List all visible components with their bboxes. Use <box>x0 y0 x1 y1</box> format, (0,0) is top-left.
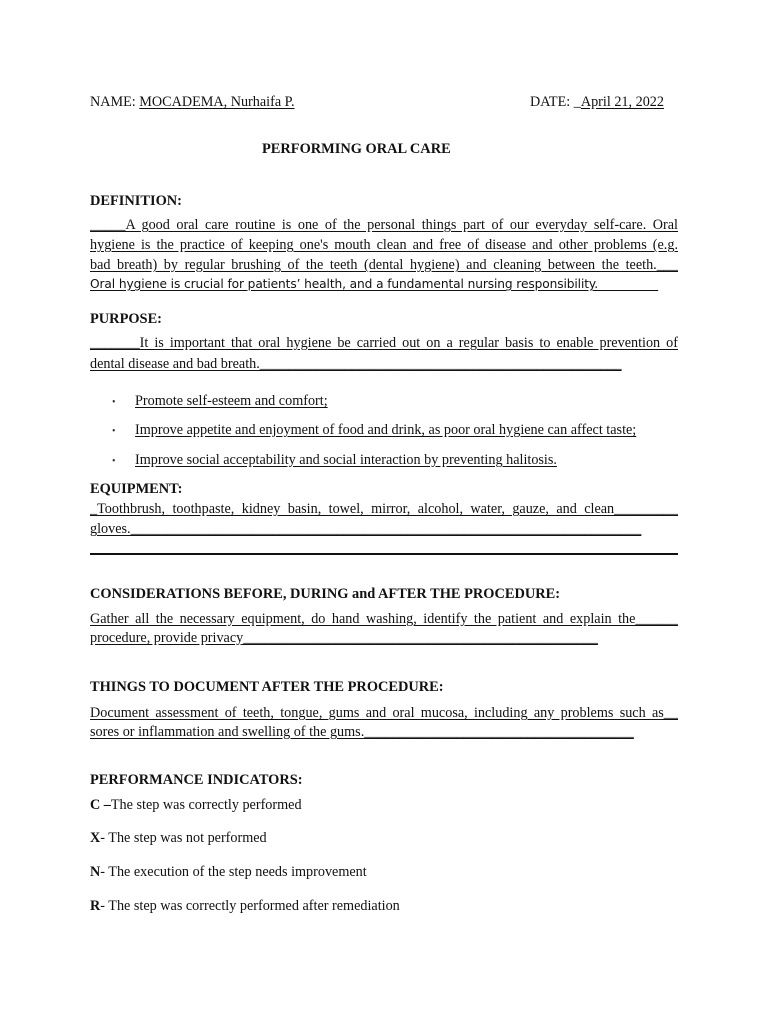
purpose-heading: PURPOSE: <box>90 311 162 327</box>
indicator-c <box>90 797 302 814</box>
indicator-code: N <box>90 864 101 880</box>
name-row <box>90 94 295 111</box>
indicator-r <box>90 898 400 915</box>
equipment-line-1: _Toothbrush, toothpaste, kidney basin, towel, mirror, alcohol, water, gauze, and clean_________ <box>90 501 678 517</box>
document-heading: THINGS TO DOCUMENT AFTER THE PROCEDURE: <box>90 679 444 695</box>
purpose-line-1: _______It is important that oral hygiene be carried out on a regular basis to enable prevention of <box>90 335 678 351</box>
bullet-dot: • <box>112 426 116 437</box>
indicator-separator: – <box>100 797 111 813</box>
name-value: MOCADEMA, Nurhaifa P. <box>139 94 295 110</box>
blank-answer-line <box>90 553 678 555</box>
indicator-separator: - <box>100 864 105 880</box>
indicator-x <box>90 830 267 847</box>
indicator-separator: - <box>100 898 105 914</box>
document-line-1: Document assessment of teeth, tongue, gums and oral mucosa, including any problems such as__ <box>90 705 678 721</box>
equipment-line-2: gloves.________________________________________________________________________ <box>90 521 642 537</box>
definition-line-1: _____A good oral care routine is one of the personal things part of our everyday self-care. Oral <box>90 217 678 233</box>
document-line-2: sores or inflammation and swelling of the gums.______________________________________ <box>90 724 634 740</box>
indicator-text: The step was correctly performed <box>110 797 302 813</box>
definition-line-3: bad breath) by regular brushing of the teeth (dental hygiene) and cleaning between the teeth.___ <box>90 257 678 273</box>
definition-line-4: Oral hygiene is crucial for patients’ health, and a fundamental nursing responsibility.__________ <box>90 277 658 291</box>
considerations-line-1: Gather all the necessary equipment, do hand washing, identify the patient and explain the______ <box>90 611 678 627</box>
date-row <box>530 94 664 111</box>
indicator-n <box>90 864 367 881</box>
name-label: NAME: <box>90 94 136 110</box>
indicators-heading: PERFORMANCE INDICATORS: <box>90 772 303 788</box>
purpose-bullet-3: Improve social acceptability and social interaction by preventing halitosis. <box>135 452 557 468</box>
date-prefix: _ <box>573 94 581 110</box>
page-title: PERFORMING ORAL CARE <box>262 141 451 157</box>
date-value: April 21, 2022 <box>580 94 664 110</box>
considerations-heading: CONSIDERATIONS BEFORE, DURING and AFTER THE PROCEDURE: <box>90 586 561 602</box>
date-label: DATE: <box>530 94 571 110</box>
indicator-text: The step was not performed <box>104 830 267 846</box>
purpose-bullet-1: Promote self-esteem and comfort; <box>135 393 328 409</box>
definition-line-2: hygiene is the practice of keeping one's mouth clean and free of disease and other problems (e.g. <box>90 237 678 253</box>
indicator-code: C <box>90 797 101 813</box>
bullet-dot: • <box>112 456 116 467</box>
purpose-line-2: dental disease and bad breath.___________________________________________________ <box>90 356 622 372</box>
considerations-line-2: procedure, provide privacy__________________________________________________ <box>90 630 598 646</box>
indicator-text: The execution of the step needs improvement <box>104 864 367 880</box>
indicator-code: R <box>90 898 101 914</box>
definition-heading: DEFINITION: <box>90 193 182 209</box>
bullet-dot: • <box>112 397 116 408</box>
purpose-bullet-2: Improve appetite and enjoyment of food and drink, as poor oral hygiene can affect taste; <box>135 422 637 438</box>
indicator-text: The step was correctly performed after remediation <box>104 898 400 914</box>
indicator-code: X <box>90 830 101 846</box>
equipment-heading: EQUIPMENT: <box>90 481 183 497</box>
indicator-separator: - <box>100 830 105 846</box>
